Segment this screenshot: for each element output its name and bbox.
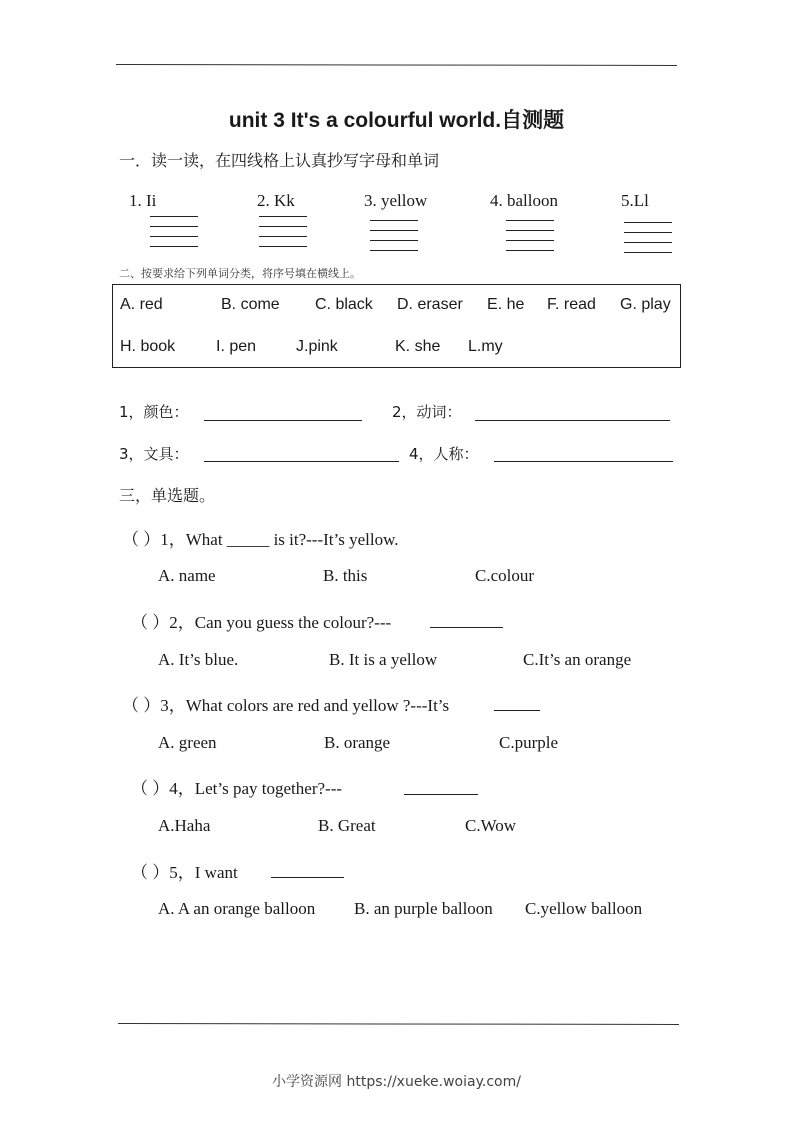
- section3-heading: 三，单选题。: [119, 486, 216, 505]
- word-k: K. she: [395, 338, 441, 355]
- question-2: （ ）2，Can you guess the colour?---: [131, 613, 392, 632]
- footer-source: 小学资源网 https://xueke.woiay.com/: [272, 1074, 521, 1090]
- q3-option-a[interactable]: A. green: [158, 733, 217, 752]
- q4-option-a[interactable]: A.Haha: [158, 816, 211, 835]
- copy-item-3: 3. yellow: [364, 191, 428, 210]
- word-h: H. book: [120, 338, 176, 355]
- word-c: C. black: [315, 296, 373, 313]
- q4-option-b[interactable]: B. Great: [318, 816, 376, 835]
- q3-answer-blank[interactable]: [494, 710, 540, 711]
- word-b: B. come: [221, 296, 280, 313]
- word-a: A. red: [120, 296, 163, 313]
- q1-option-a[interactable]: A. name: [158, 566, 216, 585]
- four-line-grid-2[interactable]: [259, 216, 307, 246]
- word-g: G. play: [620, 296, 671, 313]
- word-d: D. eraser: [397, 296, 463, 313]
- word-f: F. read: [547, 296, 596, 313]
- q2-option-c[interactable]: C.It’s an orange: [523, 650, 632, 669]
- word-j: J.pink: [296, 338, 338, 355]
- category-colour-blank[interactable]: [204, 420, 362, 421]
- category-stationery-label: 3，文具：: [119, 445, 189, 463]
- bottom-rule: [118, 1023, 679, 1025]
- four-line-grid-4[interactable]: [506, 220, 554, 250]
- q3-option-b[interactable]: B. orange: [324, 733, 391, 752]
- category-verb-label: 2，动词：: [392, 403, 462, 421]
- q5-answer-blank[interactable]: [271, 877, 344, 878]
- copy-item-1: 1. Ii: [129, 191, 157, 210]
- word-l: L.my: [468, 338, 503, 355]
- q5-option-a[interactable]: A. A an orange balloon: [158, 899, 316, 918]
- category-stationery-blank[interactable]: [204, 461, 399, 462]
- q1-option-c[interactable]: C.colour: [475, 566, 535, 585]
- four-line-grid-3[interactable]: [370, 220, 418, 250]
- q5-option-b[interactable]: B. an purple balloon: [354, 899, 493, 918]
- section1-heading: 一．读一读，在四线格上认真抄写字母和单词: [119, 151, 440, 170]
- word-e: E. he: [487, 296, 525, 313]
- q2-option-b[interactable]: B. It is a yellow: [329, 650, 438, 669]
- q5-option-c[interactable]: C.yellow balloon: [525, 899, 643, 918]
- word-i: I. pen: [216, 338, 257, 355]
- q2-option-a[interactable]: A. It’s blue.: [158, 650, 239, 669]
- category-verb-blank[interactable]: [475, 420, 670, 421]
- section2-heading: 二、按要求给下列单词分类，将序号填在横线上。: [119, 267, 361, 280]
- q4-option-c[interactable]: C.Wow: [465, 816, 517, 835]
- copy-item-4: 4. balloon: [490, 191, 558, 210]
- question-1: （ ）1，What _____ is it?---It’s yellow.: [122, 530, 399, 549]
- question-4: （ ）4，Let’s pay together?---: [131, 779, 343, 798]
- q3-option-c[interactable]: C.purple: [499, 733, 559, 752]
- four-line-grid-1[interactable]: [150, 216, 198, 246]
- category-colour-label: 1，颜色：: [119, 403, 189, 421]
- q2-answer-blank[interactable]: [430, 627, 503, 628]
- q1-option-b[interactable]: B. this: [323, 566, 368, 585]
- copy-item-5: 5.Ll: [621, 191, 649, 210]
- four-line-grid-5[interactable]: [624, 222, 672, 252]
- page-title: unit 3 It's a colourful world.自测题: [228, 109, 565, 132]
- copy-item-2: 2. Kk: [257, 191, 295, 210]
- question-3: （ ）3，What colors are red and yellow ?---It’s: [122, 696, 450, 715]
- category-pronoun-blank[interactable]: [494, 461, 673, 462]
- category-pronoun-label: 4，人称：: [409, 445, 479, 463]
- q4-answer-blank[interactable]: [404, 794, 478, 795]
- top-rule: [116, 64, 677, 66]
- question-5: （ ）5，I want: [131, 863, 238, 882]
